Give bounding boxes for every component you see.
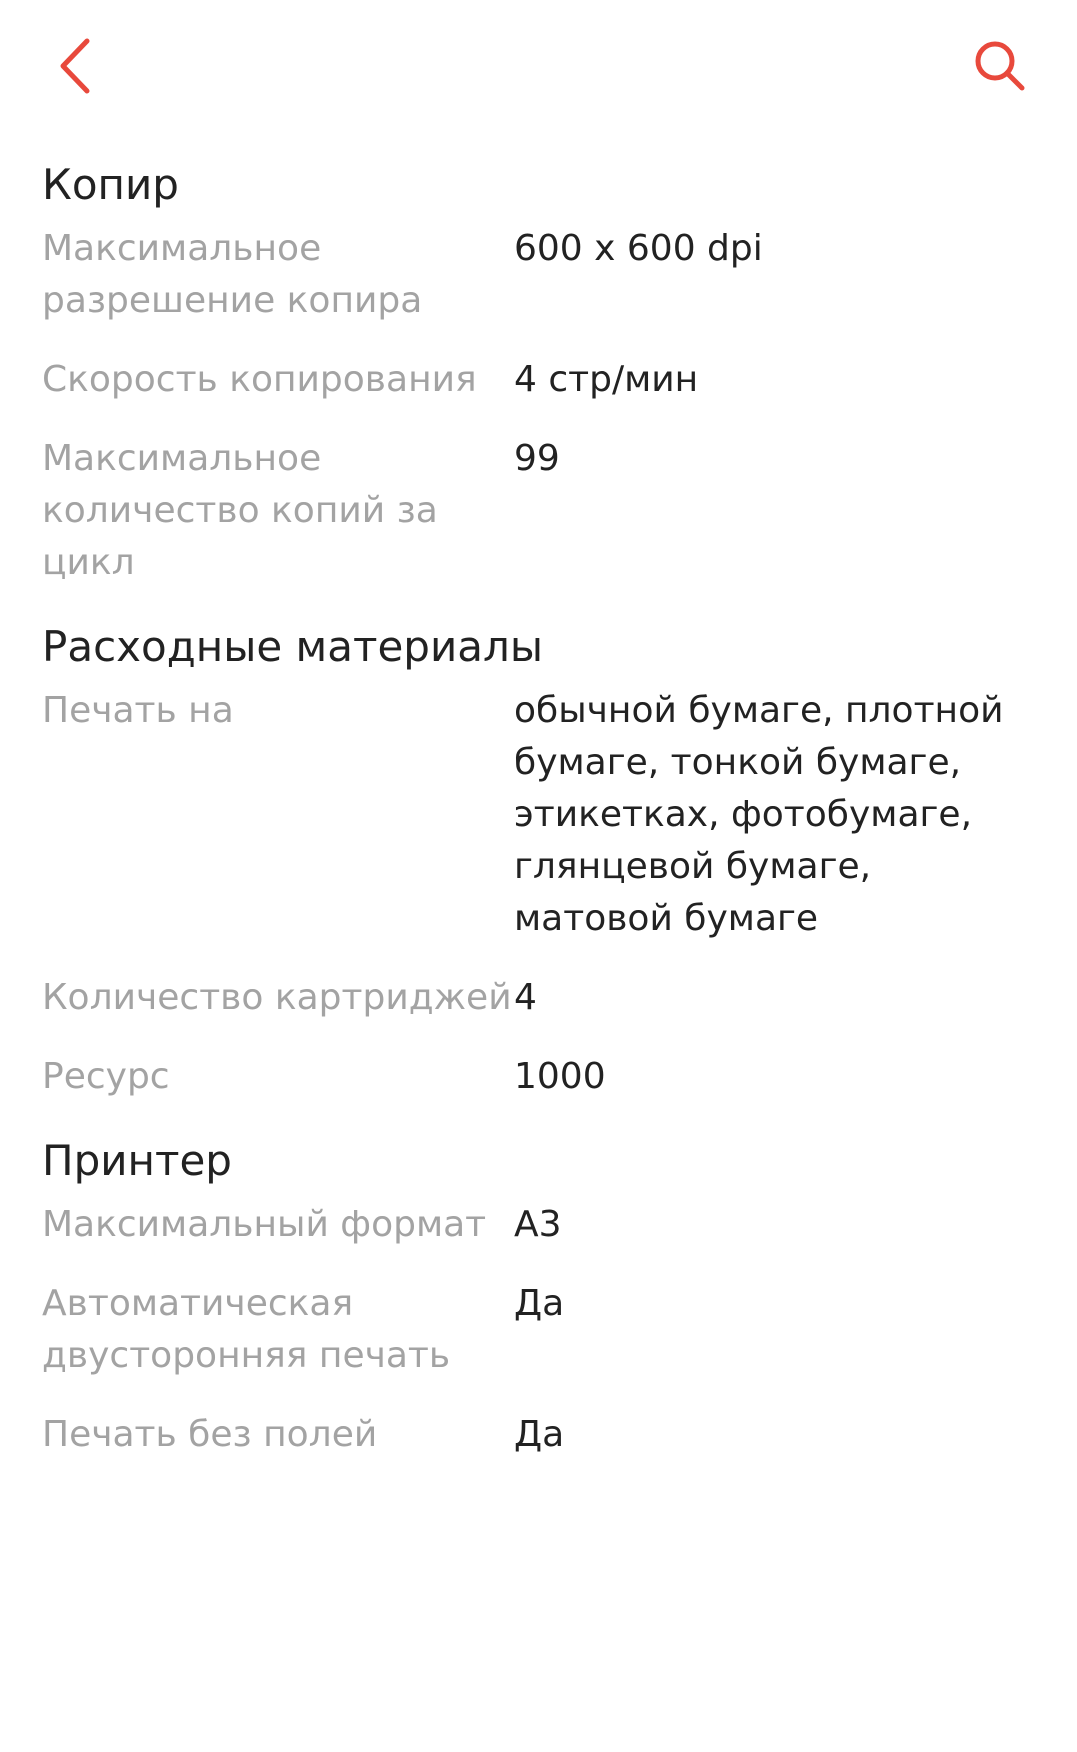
spec-row — [42, 1278, 1042, 1382]
spec-value: 600 x 600 dpi — [514, 228, 763, 269]
spec-value: обычной бумаге, плотной бумаге, тонкой бумаге, этикетках, фотобумаге, глянцевой бумаге, матовой бумаге — [514, 690, 1004, 939]
spec-value: 4 — [514, 977, 537, 1018]
spec-value: 1000 — [514, 1056, 606, 1097]
spec-row — [42, 354, 1042, 406]
section-consumables — [42, 617, 1042, 1103]
spec-row — [42, 1199, 1042, 1251]
top-app-bar — [0, 0, 1077, 130]
spec-label: Ресурс — [42, 1056, 170, 1097]
spec-value: Да — [514, 1283, 565, 1324]
section-title: Принтер — [42, 1136, 232, 1185]
spec-label: Максимальный формат — [42, 1204, 487, 1245]
spec-label: Количество картриджей — [42, 977, 512, 1018]
spec-label: Автоматическая двусторонняя печать — [42, 1283, 451, 1376]
search-button[interactable] — [960, 26, 1040, 106]
spec-row — [42, 972, 1042, 1024]
spec-label: Максимальное количество копий за цикл — [42, 438, 438, 583]
section-printer — [42, 1131, 1042, 1461]
spec-value: Да — [514, 1414, 565, 1455]
spec-label: Максимальное разрешение копира — [42, 228, 423, 321]
spec-label: Печать без полей — [42, 1414, 378, 1455]
spec-row — [42, 223, 1042, 327]
spec-row — [42, 1409, 1042, 1461]
spec-row — [42, 433, 1042, 589]
search-icon — [970, 36, 1030, 96]
spec-row — [42, 1051, 1042, 1103]
section-title: Копир — [42, 160, 179, 209]
back-button[interactable] — [36, 26, 116, 106]
spec-label: Печать на — [42, 690, 234, 731]
spec-value: A3 — [514, 1204, 562, 1245]
spec-row — [42, 685, 1042, 945]
section-copier — [42, 155, 1042, 589]
chevron-left-icon — [51, 35, 101, 97]
spec-label: Скорость копирования — [42, 359, 477, 400]
spec-value: 4 стр/мин — [514, 359, 699, 400]
spec-value: 99 — [514, 438, 560, 479]
section-title: Расходные материалы — [42, 622, 543, 671]
specifications-list — [42, 155, 1042, 1488]
